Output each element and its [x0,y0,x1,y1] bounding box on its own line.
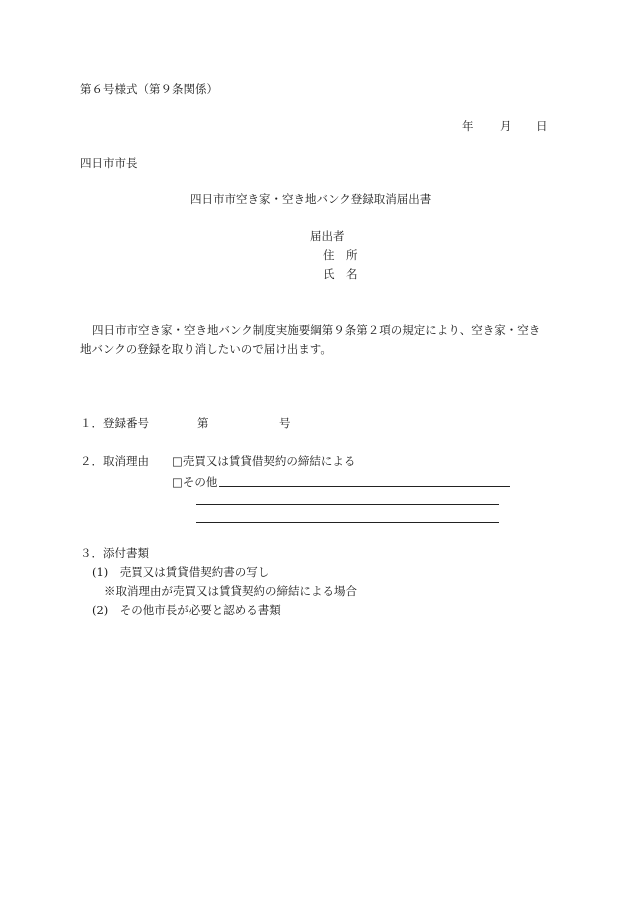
other-reason-line-1[interactable] [219,486,510,487]
body-line-1: 四日市市空き家・空き地バンク制度実施要綱第９条第２項の規定により、空き家・空き [92,323,541,337]
attachment-item-1: (1) 売買又は賃貸借契約書の写し [92,565,270,579]
attachment-item-1-note: ※取消理由が売買又は賃貸契約の締結による場合 [104,584,357,598]
address-label: 住 所 [323,248,358,262]
date-month: 月 [500,119,512,133]
form-number: 第６号様式（第９条関係） [80,82,218,96]
attachment-item-2: (2) その他市長が必要と認める書類 [92,603,281,617]
reason-option-other[interactable]: □その他 [172,475,218,489]
reason-option-contract[interactable]: □売買又は賃貸借契約の締結による [172,454,356,468]
name-label: 氏 名 [323,267,358,281]
other-reason-line-3[interactable] [196,522,499,523]
reason-label: ２．取消理由 [80,454,149,468]
document-title: 四日市市空き家・空き地バンク登録取消届出書 [190,192,432,206]
attachments-label: ３．添付書類 [80,546,149,560]
applicant-header: 届出者 [310,229,345,243]
body-line-2: 地バンクの登録を取り消したいので届け出ます。 [80,342,332,356]
date-day: 日 [536,119,548,133]
addressee: 四日市市長 [80,156,138,170]
registration-suffix: 号 [279,416,291,430]
date-year: 年 [462,119,474,133]
registration-label: １．登録番号 [80,416,149,430]
other-reason-line-2[interactable] [196,504,499,505]
registration-prefix: 第 [197,416,209,430]
